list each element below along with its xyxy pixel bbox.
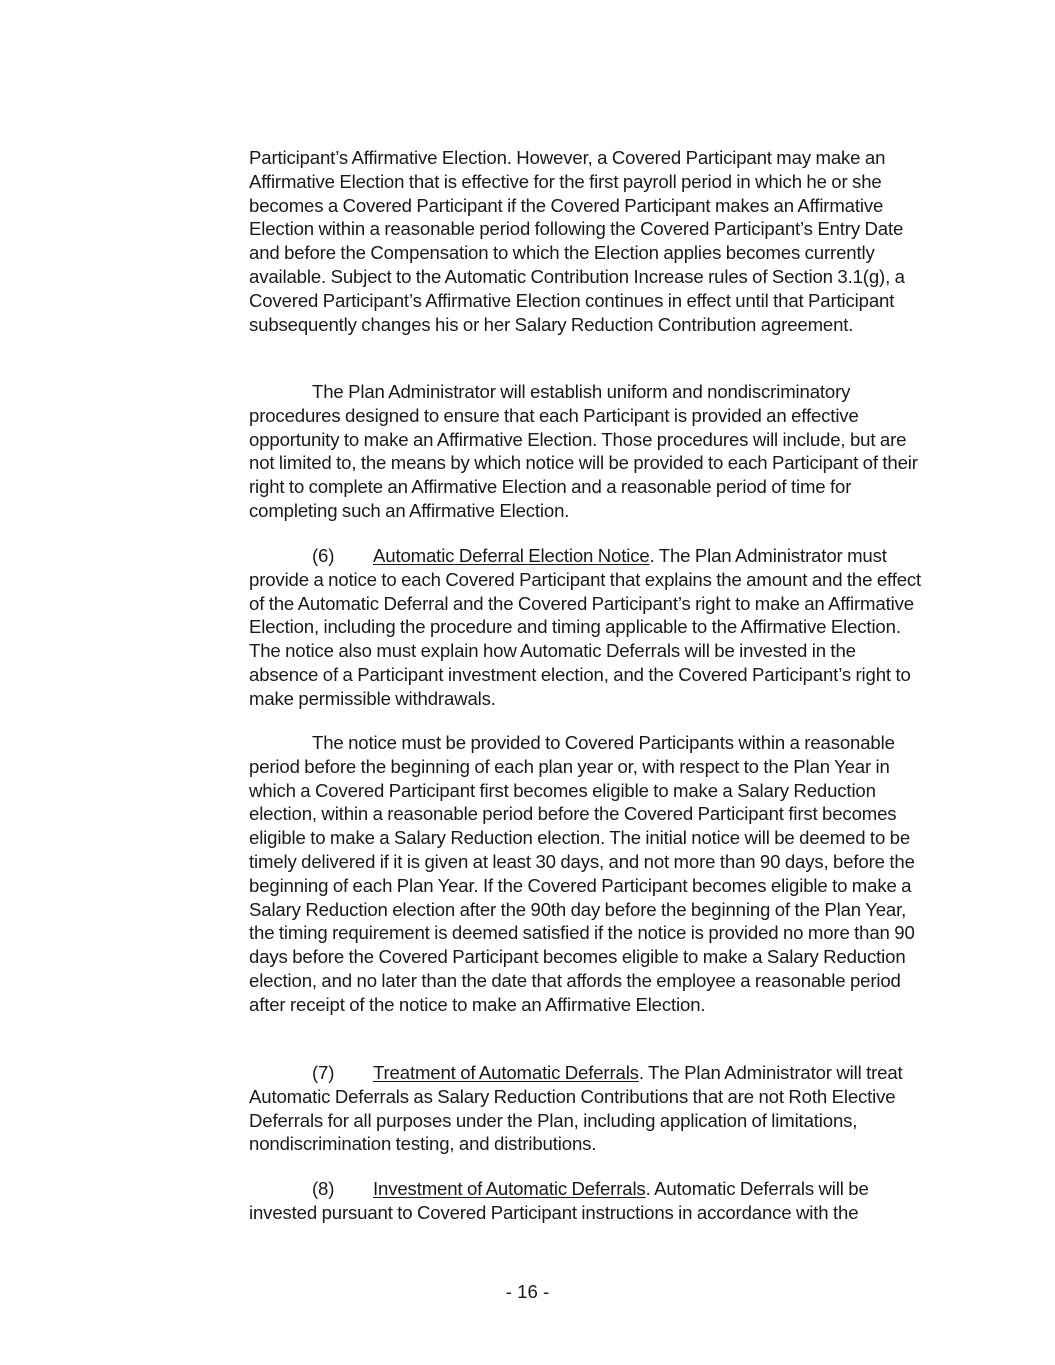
section-heading: Automatic Deferral Election Notice xyxy=(373,545,650,566)
paragraph-text: . The Plan Administrator will treat Automatic Deferrals as Salary Reduction Contributions that are not Roth Elective Deferrals for all purposes under the Plan, including application of limitations, nondiscrimination testing, and distributions. xyxy=(249,1062,903,1155)
paragraph-section-7-treatment xyxy=(249,1061,929,1156)
section-number: (7) xyxy=(312,1062,335,1083)
section-heading: Investment of Automatic Deferrals xyxy=(373,1178,646,1199)
paragraph-section-8-investment xyxy=(249,1177,929,1225)
paragraph-text: The Plan Administrator will establish uniform and nondiscriminatory procedures designed to ensure that each Participant is provided an effective opportunity to make an Affirmative Election. Those procedures will include, but are not limited to, the means by which notice will be provided to each Participant of their right to complete an Affirmative Election and a reasonable period of time for completing such an Affirmative Election. xyxy=(249,381,918,521)
paragraph-election-procedures xyxy=(249,380,929,523)
page-number: - 16 - xyxy=(505,1281,550,1302)
paragraph-text: The notice must be provided to Covered Participants within a reasonable period before the beginning of each plan year or, with respect to the Plan Year in which a Covered Participant first becomes eligible to make a Salary Reduction election, within a reasonable period before the Covered Participant first becomes eligible to make a Salary Reduction election. The initial notice will be deemed to be timely delivered if it is given at least 30 days, and not more than 90 days, before the beginning of each Plan Year. If the Covered Participant becomes eligible to make a Salary Reduction election after the 90th day before the beginning of the Plan Year, the timing requirement is deemed satisfied if the notice is provided no more than 90 days before the Covered Participant becomes eligible to make a Salary Reduction election, and no later than the date that affords the employee a reasonable period after receipt of the notice to make an Affirmative Election. xyxy=(249,732,915,1015)
section-number: (8) xyxy=(312,1178,335,1199)
paragraph-notice-timing xyxy=(249,731,929,1017)
paragraph-section-6-notice xyxy=(249,544,929,711)
paragraph-text: . The Plan Administrator must provide a notice to each Covered Participant that explains the amount and the effect of the Automatic Deferral and the Covered Participant’s right to make an Affirmative Election, including the procedure and timing applicable to the Affirmative Election. The notice also must explain how Automatic Deferrals will be invested in the absence of a Participant investment election, and the Covered Participant’s right to make permissible withdrawals. xyxy=(249,545,922,709)
section-heading: Treatment of Automatic Deferrals xyxy=(373,1062,639,1083)
paragraph-text: . Automatic Deferrals will be invested pursuant to Covered Participant instructions in accordance with the xyxy=(249,1178,869,1223)
section-number: (6) xyxy=(312,545,335,566)
paragraph-affirmative-election-continued: Participant’s Affirmative Election. However, a Covered Participant may make an Affirmative Election that is effective for the first payroll period in which he or she becomes a Covered Participant if the Covered Participant makes an Affirmative Election within a reasonable period following the Covered Participant’s Entry Date and before the Compensation to which the Election applies becomes currently available. Subject to the Automatic Contribution Increase rules of Section 3.1(g), a Covered Participant’s Affirmative Election continues in effect until that Participant subsequently changes his or her Salary Reduction Contribution agreement. xyxy=(249,147,905,335)
